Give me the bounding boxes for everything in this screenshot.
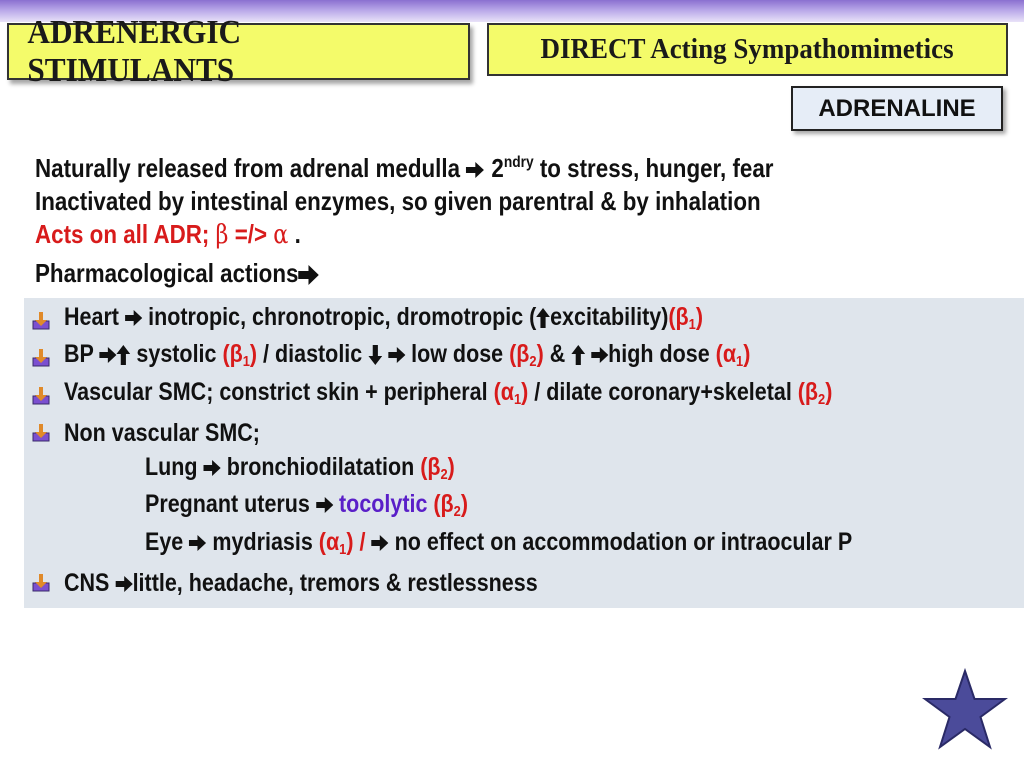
- beta-symbol: β: [215, 220, 229, 250]
- page-title: ADRENERGIC STIMULANTS: [27, 13, 242, 89]
- receptor-close: ): [743, 340, 751, 368]
- vascular-dilate: / dilate coronary+skeletal: [528, 377, 798, 406]
- receptor-close: ): [249, 340, 258, 368]
- bp-diastolic: / diastolic: [257, 340, 363, 368]
- release-triggers: to stress, hunger, fear: [539, 153, 774, 183]
- receptor-close: ): [460, 490, 469, 518]
- arrow-right-icon: [204, 460, 221, 476]
- heart-effects: inotropic, chronotropic, dromotropic (: [148, 302, 537, 331]
- receptor-close: ): [695, 302, 704, 331]
- eye-effect: mydriasis: [212, 527, 313, 556]
- bp-low-dose: low dose: [411, 340, 504, 368]
- actions-heading: Pharmacological actions: [35, 258, 299, 288]
- receptor-label: (α: [318, 527, 340, 556]
- eye-label: Eye: [145, 527, 184, 556]
- list-item-non-vascular: [32, 415, 1022, 453]
- receptor-label: (β: [797, 377, 819, 406]
- receptor-close: ): [447, 452, 455, 481]
- receptor-subscript: 1: [242, 353, 250, 370]
- arrow-right-icon: [99, 347, 116, 363]
- receptors-text: Acts on all ADR;: [35, 219, 210, 249]
- bullet-icon: [32, 349, 50, 367]
- heart-excitability: excitability): [550, 302, 669, 331]
- receptor-label: (β: [509, 340, 530, 368]
- actions-list: [32, 302, 1022, 602]
- bp-label: BP: [64, 340, 94, 368]
- receptor-subscript: 2: [818, 390, 826, 408]
- receptor-label: (β: [427, 490, 454, 518]
- bp-high-dose: high dose: [608, 340, 710, 368]
- receptor-close: ): [521, 377, 529, 406]
- second-ordinal-suffix: ndry: [503, 154, 534, 171]
- intro-line-release: [35, 143, 882, 183]
- arrow-down-icon: [368, 345, 382, 365]
- arrow-right-icon: [298, 265, 319, 285]
- drug-label: ADRENALINE: [818, 94, 976, 122]
- star-icon[interactable]: [922, 668, 1008, 752]
- cns-effect: little, headache, tremors & restlessness: [132, 568, 538, 597]
- receptor-subscript: 2: [453, 503, 461, 520]
- bullet-icon: [32, 574, 50, 592]
- list-item-uterus: [32, 490, 1022, 528]
- intro-block: [35, 143, 1020, 293]
- non-vascular-label: Non vascular SMC;: [64, 418, 260, 447]
- arrow-up-icon: [536, 308, 550, 328]
- intro-line-actions: [35, 253, 882, 293]
- receptor-subscript: 1: [513, 390, 522, 408]
- cns-label: CNS: [64, 568, 110, 597]
- list-item-vascular: [32, 377, 1022, 415]
- drug-label-box: [791, 86, 1003, 131]
- list-item-eye: [32, 527, 1022, 565]
- arrow-up-icon: [571, 345, 585, 365]
- ampersand: &: [543, 340, 566, 368]
- list-item-lung: [32, 452, 1022, 490]
- arrow-right-icon: [388, 347, 405, 363]
- lung-effect: bronchiodilatation: [226, 452, 415, 481]
- list-item-cns: [32, 565, 1022, 603]
- uterus-label: Pregnant uterus: [145, 490, 310, 518]
- receptor-label: (α: [715, 340, 737, 368]
- bp-systolic: systolic: [136, 340, 223, 368]
- alpha-symbol: α: [273, 220, 289, 250]
- receptor-subscript: 2: [529, 353, 537, 370]
- arrow-right-icon: [125, 310, 142, 326]
- intro-line-receptors: [35, 219, 882, 253]
- arrow-right-icon: [371, 535, 388, 551]
- receptor-close: ) /: [346, 527, 366, 556]
- list-item-heart: [32, 302, 1022, 340]
- bullet-icon: [32, 387, 50, 405]
- receptor-subscript: 2: [440, 465, 448, 483]
- receptor-close: ): [536, 340, 544, 368]
- subtitle-box: [487, 23, 1008, 76]
- heart-label: Heart: [64, 302, 119, 331]
- eye-no-effect: no effect on accommodation or intraocular P: [394, 527, 853, 556]
- receptor-subscript: 1: [339, 540, 347, 558]
- comparison-symbol: =/>: [234, 219, 268, 249]
- page-subtitle: DIRECT Acting Sympathomimetics: [540, 33, 955, 65]
- bullet-icon: [32, 312, 50, 330]
- title-box: [7, 13, 470, 89]
- receptor-label: (β: [420, 452, 441, 481]
- second-ordinal: 2: [491, 153, 504, 183]
- intro-line-inactivation: Inactivated by intestinal enzymes, so given parentral & by inhalation: [35, 186, 761, 216]
- receptor-subscript: 1: [688, 315, 696, 333]
- bullet-icon: [32, 424, 50, 442]
- arrow-right-icon: [591, 347, 608, 363]
- arrow-up-icon: [117, 345, 131, 365]
- arrow-right-icon: [189, 535, 206, 551]
- receptor-label: (β: [222, 340, 243, 368]
- release-text: Naturally released from adrenal medulla: [35, 153, 461, 183]
- list-item-bp: [32, 340, 1022, 378]
- arrow-right-icon: [466, 161, 485, 179]
- uterus-effect: tocolytic: [339, 490, 428, 518]
- arrow-right-icon: [115, 576, 132, 592]
- receptor-subscript: 1: [736, 353, 744, 370]
- receptor-close: ): [825, 377, 833, 406]
- period: .: [294, 219, 301, 249]
- vascular-constrict: Vascular SMC; constrict skin + peripheral: [64, 377, 494, 406]
- receptor-label: (β: [668, 302, 689, 331]
- arrow-right-icon: [316, 497, 333, 513]
- receptor-label: (α: [493, 377, 514, 406]
- lung-label: Lung: [145, 452, 198, 481]
